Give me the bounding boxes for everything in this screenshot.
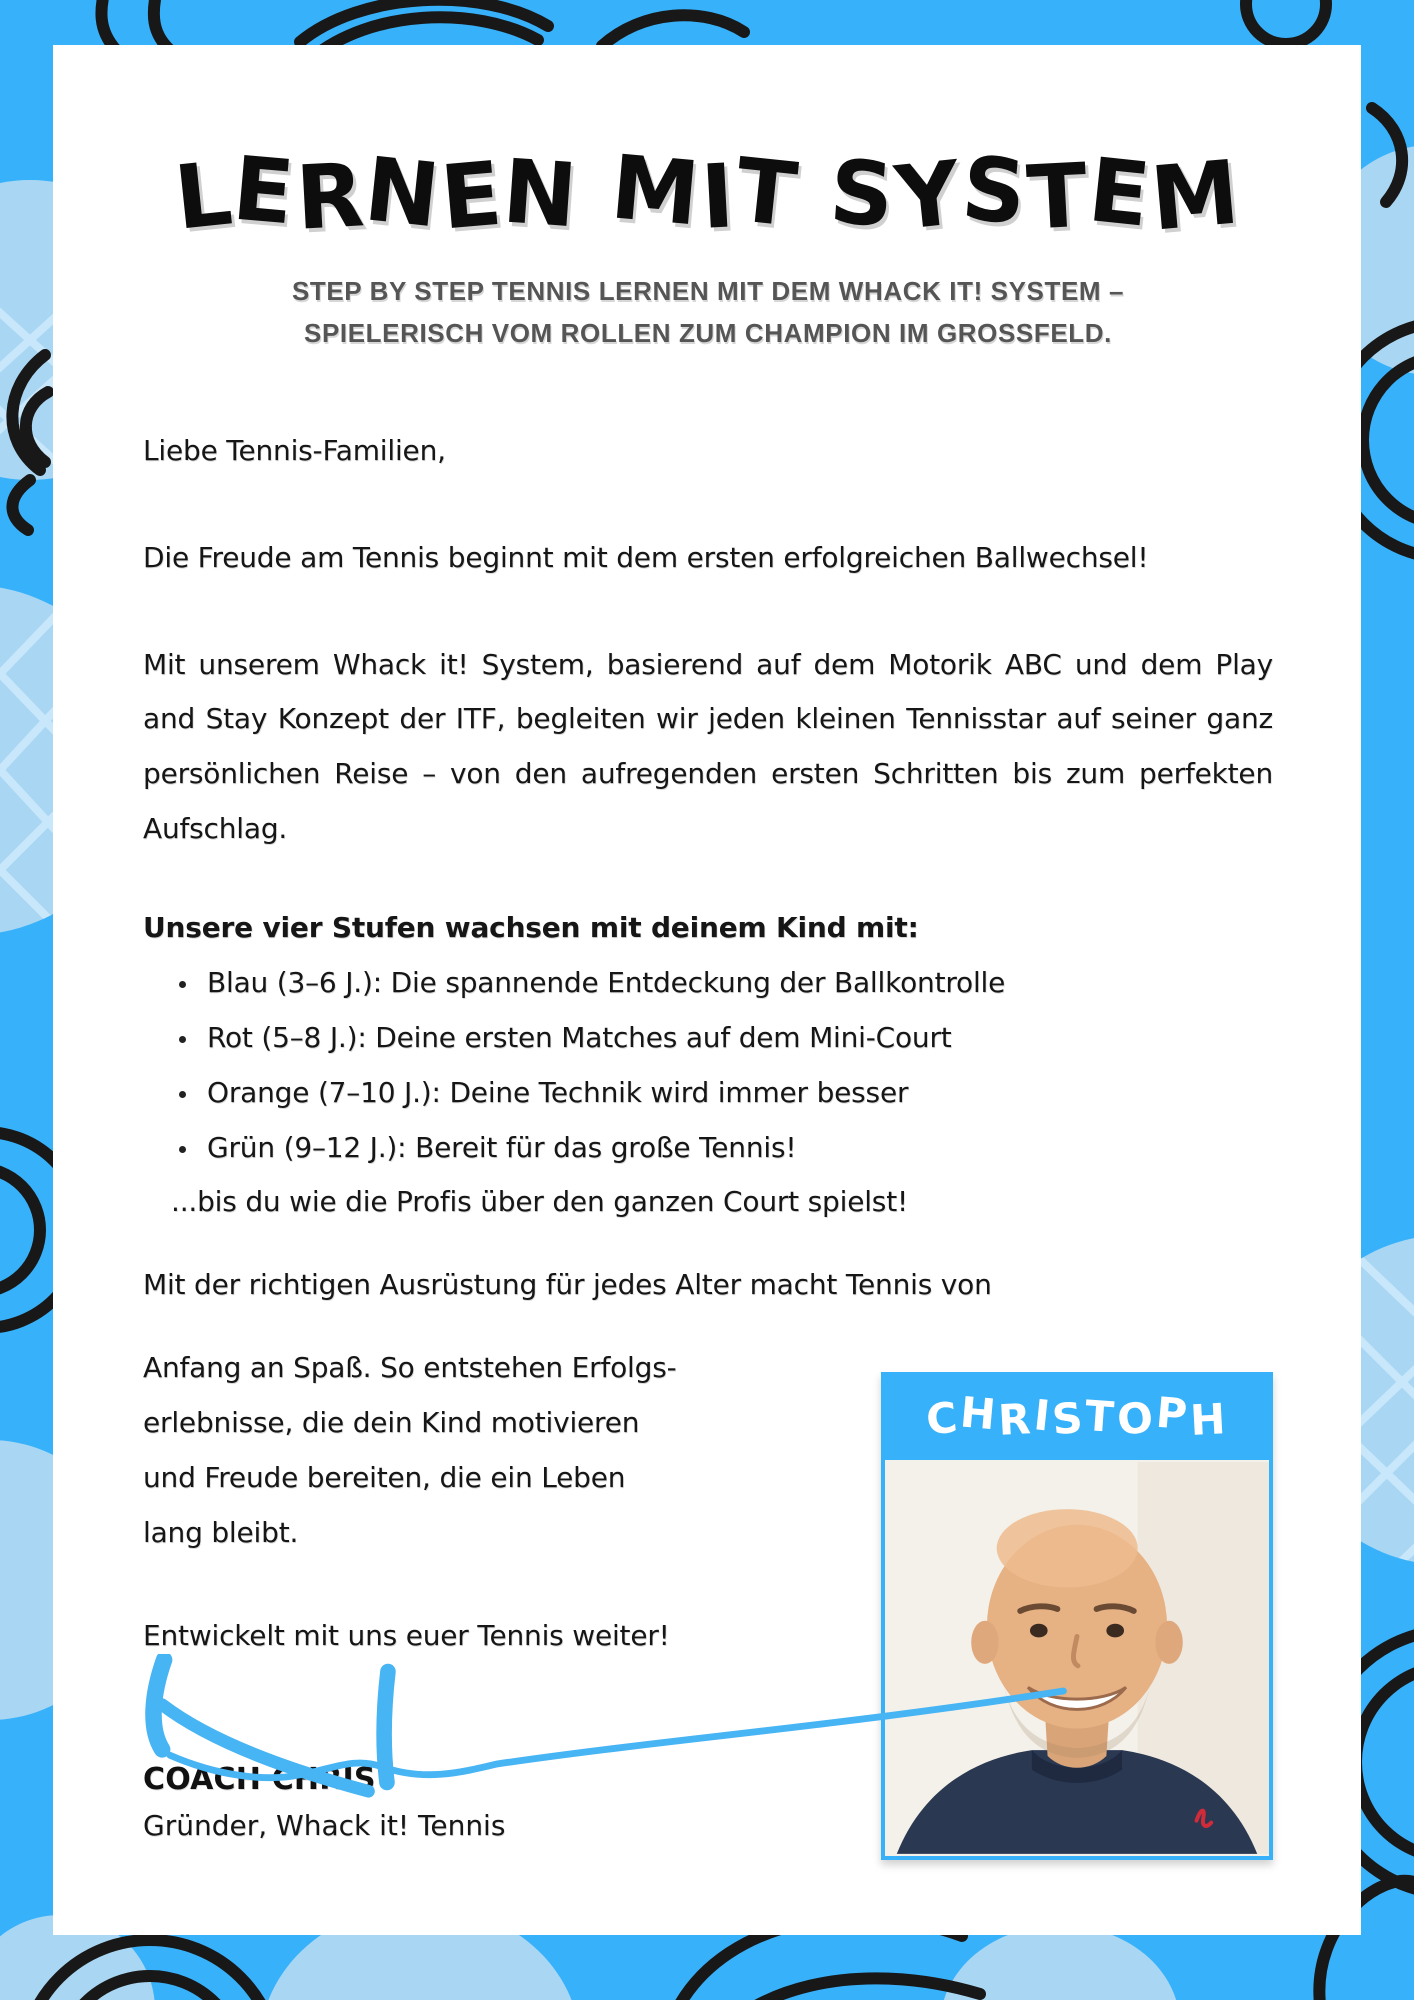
stages-heading: Unsere vier Stufen wachsen mit deinem Kind mit: xyxy=(143,911,919,945)
page-content xyxy=(53,45,1361,1935)
stage-item-gruen: Grün (9–12 J.): Bereit für das große Tennis! xyxy=(143,1121,1273,1176)
subtitle-line-2: SPIELERISCH VOM ROLLEN ZUM CHAMPION IM GROSSFELD. xyxy=(304,317,1112,348)
salutation: Liebe Tennis-Familien, xyxy=(143,433,446,467)
coach-role: Gründer, Whack it! Tennis xyxy=(143,1808,506,1842)
stage-item-orange: Orange (7–10 J.): Deine Technik wird immer besser xyxy=(143,1066,1273,1121)
stages-outro: ...bis du wie die Profis über den ganzen Court spielst! xyxy=(171,1185,909,1219)
page-panel xyxy=(53,45,1361,1935)
subtitle-line-1: STEP BY STEP TENNIS LERNEN MIT DEM WHACK IT! SYSTEM – xyxy=(291,275,1125,306)
photo-card-header xyxy=(881,1372,1273,1460)
coach-name: COACH CHRIS xyxy=(143,1761,376,1797)
stage-item-rot: Rot (5–8 J.): Deine ersten Matches auf dem Mini-Court xyxy=(143,1011,1273,1066)
closing-line: Entwickelt mit uns euer Tennis weiter! xyxy=(143,1618,670,1652)
paragraph-intro: Die Freude am Tennis beginnt mit dem ersten erfolgreichen Ballwechsel! xyxy=(143,540,1149,574)
photo-card-name: CHRISTOPH xyxy=(923,1386,1230,1445)
paragraph-equipment-rest: Anfang an Spaß. So entstehen Erfolgs- erlebnisse, die dein Kind motivieren und Freude bereiten, die ein Leben lang bleibt. xyxy=(143,1351,677,1549)
signature-scribble xyxy=(131,1654,1116,1800)
paragraph-equipment-line1: Mit der richtigen Ausrüstung für jedes Alter macht Tennis von xyxy=(143,1268,992,1302)
paragraph-system: Mit unserem Whack it! System, basierend auf dem Motorik ABC und dem Play and Stay Konzept der ITF, begleiten wir jeden kleinen Tennisstar auf seiner ganz persönlichen Reise – von den aufregenden ersten Schritten bis zum perfekten Aufschlag. xyxy=(143,647,1273,846)
page-title: LERNEN MIT SYSTEM xyxy=(170,135,1246,251)
page-subtitle xyxy=(143,270,1273,354)
stage-item-blau: Blau (3–6 J.): Die spannende Entdeckung der Ballkontrolle xyxy=(143,956,1273,1011)
stages-list xyxy=(143,956,1273,1176)
